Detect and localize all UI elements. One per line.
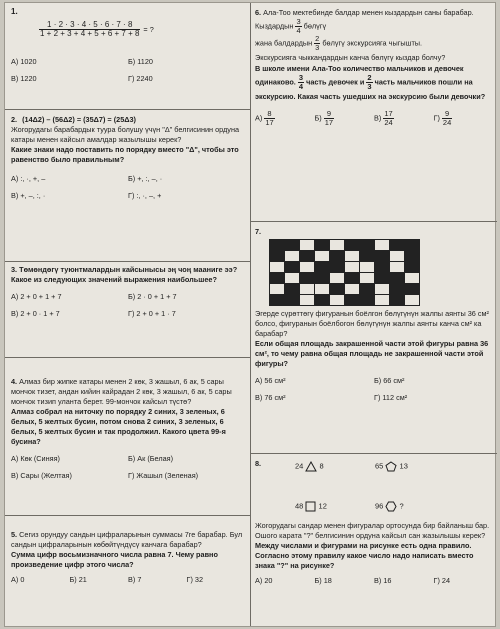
shaded-cell bbox=[285, 240, 299, 250]
shaded-cell bbox=[315, 262, 329, 272]
option-b[interactable]: Б) +, :, –, · bbox=[128, 174, 163, 183]
q8-figures bbox=[295, 461, 485, 521]
shaded-cell bbox=[270, 240, 284, 250]
option-a[interactable]: А) 2 + 0 + 1 + 7 bbox=[11, 292, 62, 301]
q8-figure-hexagon: 96 ? bbox=[375, 501, 404, 511]
q5-text-kg: Сегиз орундуу сандын цифраларынын суммасы 7ге барабар. Бул сандын цифраларынын көбөйтүндүсү канчага барабар? bbox=[11, 530, 243, 549]
option-d[interactable]: Г) 24 bbox=[433, 576, 451, 585]
unshaded-cell bbox=[330, 295, 344, 305]
question-number: 4. bbox=[11, 377, 18, 386]
shaded-cell bbox=[285, 262, 299, 272]
option-d[interactable]: Г) $\frac{9}{24}$ bbox=[433, 109, 452, 127]
option-b[interactable]: Б) 2 · 0 + 1 + 7 bbox=[128, 292, 177, 301]
option-c[interactable]: В) 2 + 0 · 1 + 7 bbox=[11, 309, 60, 318]
q2-text-ru: Какие знаки надо поставить по порядку вместо "Δ", чтобы это равенство было правильным? bbox=[11, 145, 239, 164]
shaded-cell bbox=[405, 240, 419, 250]
shaded-cell bbox=[330, 262, 344, 272]
shaded-cell bbox=[270, 251, 284, 261]
question-6 bbox=[255, 7, 493, 219]
q6-fraction-2: $\frac{2}{3}$ bbox=[315, 34, 320, 52]
q1-suffix: = ? bbox=[143, 24, 154, 34]
unshaded-cell bbox=[405, 295, 419, 305]
shaded-cell bbox=[390, 240, 404, 250]
option-a[interactable]: А) :, ·, +, – bbox=[11, 174, 46, 183]
option-c[interactable]: В) Сары (Желтая) bbox=[11, 471, 72, 480]
option-b[interactable]: Б) 1120 bbox=[128, 57, 153, 66]
shaded-cell bbox=[270, 273, 284, 283]
shaded-cell bbox=[375, 273, 389, 283]
shaded-cell bbox=[360, 251, 374, 261]
unshaded-cell bbox=[390, 262, 404, 272]
question-number: 7. bbox=[255, 227, 262, 236]
hexagon-icon bbox=[385, 501, 397, 512]
q4-text-ru: Алмаз собрал на ниточку по порядку 2 синих, 3 зеленых, 6 белых, 5 желтых бусин, потом снова 2 синих, 3 зеленых, 6 белых, 5 желтых бусин и так продолжил. Какого цвета 99-я бусина? bbox=[11, 407, 226, 446]
unshaded-cell bbox=[375, 295, 389, 305]
unshaded-cell bbox=[300, 262, 314, 272]
q7-text-kg: Эгерде сүрөттөгү фигуранын боёлгон бөлүгүнүн жалпы аянты 36 см² болсо, фигуранын боёлбогон бөлүгүнүн жалпы аянты канча см² ка барабар? bbox=[255, 309, 489, 338]
q7-checker-figure bbox=[269, 239, 420, 306]
q3-text-ru: Какое из следующих значений выражения наибольшее? bbox=[11, 275, 217, 284]
option-d[interactable]: Г) 2 + 0 + 1 · 7 bbox=[128, 309, 176, 318]
shaded-cell bbox=[390, 295, 404, 305]
unshaded-cell bbox=[375, 240, 389, 250]
question-5 bbox=[11, 530, 245, 624]
q6-text-kg-1: Ала-Тоо мектебинде балдар менен кыздардын саны барабар. Кыздардын bbox=[255, 8, 474, 31]
question-1 bbox=[11, 7, 245, 107]
q4-text-kg: Алмаз бир жипке катары менен 2 көк, 3 жашыл, 6 ак, 5 сары мончок тизет, андан кийин кайрадан 2 көк, 3 жашыл, 6 ак, 5 сары мончок тизип уланта берет. 99-мончок кайсыл түстө? bbox=[11, 377, 232, 406]
question-number: 5. bbox=[11, 530, 18, 539]
q6-fraction-1: $\frac{3}{4}$ bbox=[296, 17, 301, 35]
shaded-cell bbox=[345, 240, 359, 250]
q6-fraction-4: $\frac{2}{3}$ bbox=[367, 73, 372, 91]
question-number: 6. bbox=[255, 8, 262, 17]
q8-figure-triangle: 24 8 bbox=[295, 461, 324, 471]
q6-text-kg-2b: бөлүгү экскурсияга чыгышты. bbox=[322, 38, 423, 48]
unshaded-cell bbox=[375, 284, 389, 294]
option-b[interactable]: Б) 18 bbox=[314, 576, 332, 585]
shaded-cell bbox=[375, 262, 389, 272]
unshaded-cell bbox=[405, 273, 419, 283]
unshaded-cell bbox=[300, 295, 314, 305]
divider-q4 bbox=[5, 515, 250, 516]
square-icon bbox=[305, 501, 316, 512]
option-d[interactable]: Г) 32 bbox=[186, 575, 204, 584]
q6-text-kg-1b: бөлүгү bbox=[303, 21, 327, 31]
q2-text-kg: Жогорудагы барабардык туура болушу үчүн "Δ" белгисинин ордуна катары менен кайсыл амалдар жазылышы керек? bbox=[11, 125, 240, 144]
question-2 bbox=[11, 115, 245, 259]
shaded-cell bbox=[270, 295, 284, 305]
shaded-cell bbox=[315, 295, 329, 305]
q6-fraction-3: $\frac{3}{4}$ bbox=[298, 73, 304, 91]
option-a[interactable]: А) $\frac{8}{17}$ bbox=[255, 109, 274, 127]
shaded-cell bbox=[360, 240, 374, 250]
q6-text-ru-2: часть мальчиков пошли на экскурсию. Какая часть ушедших на экскурсию были девочки? bbox=[255, 77, 486, 101]
unshaded-cell bbox=[330, 240, 344, 250]
option-a[interactable]: А) 20 bbox=[255, 576, 273, 585]
divider-q2 bbox=[5, 261, 250, 262]
unshaded-cell bbox=[345, 284, 359, 294]
shaded-cell bbox=[300, 251, 314, 261]
shaded-cell bbox=[390, 284, 404, 294]
unshaded-cell bbox=[270, 262, 284, 272]
q6-text-kg-2: жана балдардын bbox=[255, 38, 313, 48]
option-a[interactable]: А) 0 bbox=[11, 575, 25, 584]
unshaded-cell bbox=[315, 284, 329, 294]
option-c[interactable]: В) 16 bbox=[374, 576, 392, 585]
q8-text bbox=[255, 521, 493, 586]
divider-q1 bbox=[5, 109, 250, 110]
question-3 bbox=[11, 265, 245, 355]
divider-q6 bbox=[250, 221, 497, 222]
shaded-cell bbox=[405, 284, 419, 294]
q6-text-ru-1b: часть девочек и bbox=[306, 77, 365, 87]
option-c[interactable]: В) 76 см² bbox=[255, 393, 286, 402]
option-b[interactable]: Б) $\frac{9}{17}$ bbox=[314, 109, 334, 127]
question-number: 2. bbox=[11, 115, 18, 124]
q5-text-ru: Сумма цифр восьмизначного числа равна 7. Чему равно произведение цифр этого числа? bbox=[11, 550, 218, 569]
unshaded-cell bbox=[360, 262, 374, 272]
shaded-cell bbox=[315, 240, 329, 250]
question-4 bbox=[11, 377, 245, 513]
unshaded-cell bbox=[300, 240, 314, 250]
option-d[interactable]: Г) 2240 bbox=[128, 74, 153, 83]
q8-figure-pentagon: 65 13 bbox=[375, 461, 408, 471]
q7-text-ru: Если общая площадь закрашенной части этой фигуры равна 36 см², то чему равна общая площадь не закрашенной части этой фигуры? bbox=[255, 339, 489, 368]
q2-equation: (14Δ2) – (56Δ2) = (35Δ7) = (25Δ3) bbox=[22, 115, 136, 124]
unshaded-cell bbox=[270, 284, 284, 294]
unshaded-cell bbox=[360, 273, 374, 283]
shaded-cell bbox=[360, 284, 374, 294]
option-c[interactable]: В) 1220 bbox=[11, 74, 37, 83]
q8-text-ru: Между числами и фигурами на рисунке есть одна правило. Согласно этому правилу какое число надо написать вместо знака "?" на рисунке? bbox=[255, 541, 474, 570]
shaded-cell bbox=[330, 284, 344, 294]
shaded-cell bbox=[345, 273, 359, 283]
question-number: 8. bbox=[255, 459, 262, 468]
q6-text-ru-1: В школе имени Ала-Тоо количество мальчиков и девочек одинаково. bbox=[255, 64, 464, 87]
unshaded-cell bbox=[300, 284, 314, 294]
shaded-cell bbox=[405, 262, 419, 272]
question-number: 1. bbox=[11, 7, 18, 16]
unshaded-cell bbox=[315, 251, 329, 261]
test-sheet bbox=[4, 2, 496, 627]
option-b[interactable]: Б) Ак (Белая) bbox=[128, 454, 174, 463]
option-d[interactable]: Г) Жашыл (Зеленая) bbox=[128, 471, 199, 480]
option-a[interactable]: А) Көк (Синяя) bbox=[11, 454, 60, 463]
unshaded-cell bbox=[285, 273, 299, 283]
shaded-cell bbox=[345, 295, 359, 305]
shaded-cell bbox=[285, 284, 299, 294]
option-d[interactable]: Г) :, ·, –, + bbox=[128, 191, 162, 200]
question-7-text bbox=[255, 309, 493, 451]
option-c[interactable]: В) $\frac{17}{24}$ bbox=[374, 109, 393, 127]
q3-text-kg: Төмөндөгү туюнтмалардын кайсынысы эң чоң мааниге ээ? bbox=[19, 265, 238, 274]
unshaded-cell bbox=[345, 251, 359, 261]
option-c[interactable]: В) 7 bbox=[128, 575, 142, 584]
shaded-cell bbox=[390, 273, 404, 283]
question-8 bbox=[255, 459, 493, 625]
pentagon-icon bbox=[385, 461, 397, 472]
option-a[interactable]: А) 1020 bbox=[11, 57, 37, 66]
q1-fraction: $\frac{1 \cdot 2 \cdot 3 \cdot 4 \cdot 5 \cdot 6 \cdot 7 \cdot 8}{1 + 2 + 3 + 4 + 5 + 6 + 7 + 8}$ bbox=[40, 20, 140, 38]
option-b[interactable]: Б) 66 см² bbox=[374, 376, 405, 385]
unshaded-cell bbox=[345, 262, 359, 272]
shaded-cell bbox=[285, 295, 299, 305]
q6-text-kg-3: Экскурсияга чыккандардын канча бөлүгү кыздар болчу? bbox=[255, 53, 446, 62]
option-a[interactable]: А) 56 см² bbox=[255, 376, 286, 385]
shaded-cell bbox=[330, 251, 344, 261]
unshaded-cell bbox=[285, 251, 299, 261]
option-b[interactable]: Б) 21 bbox=[69, 575, 87, 584]
q8-text-kg: Жогорудагы сандар менен фигуралар ортосунда бир байланыш бар. Ошого карата "?" белгисинин ордуна кайсыл сан жазылышы керек? bbox=[255, 521, 490, 540]
shaded-cell bbox=[315, 273, 329, 283]
divider-q3 bbox=[5, 357, 250, 358]
column-divider bbox=[250, 3, 251, 626]
shaded-cell bbox=[375, 251, 389, 261]
shaded-cell bbox=[360, 295, 374, 305]
q8-figure-square: 48 12 bbox=[295, 501, 327, 511]
option-d[interactable]: Г) 112 см² bbox=[374, 393, 408, 402]
option-c[interactable]: В) +, –, :, · bbox=[11, 191, 46, 200]
divider-q7 bbox=[250, 453, 497, 454]
question-number: 3. bbox=[11, 265, 18, 274]
unshaded-cell bbox=[330, 273, 344, 283]
triangle-icon bbox=[305, 461, 317, 472]
shaded-cell bbox=[405, 251, 419, 261]
unshaded-cell bbox=[390, 251, 404, 261]
shaded-cell bbox=[300, 273, 314, 283]
